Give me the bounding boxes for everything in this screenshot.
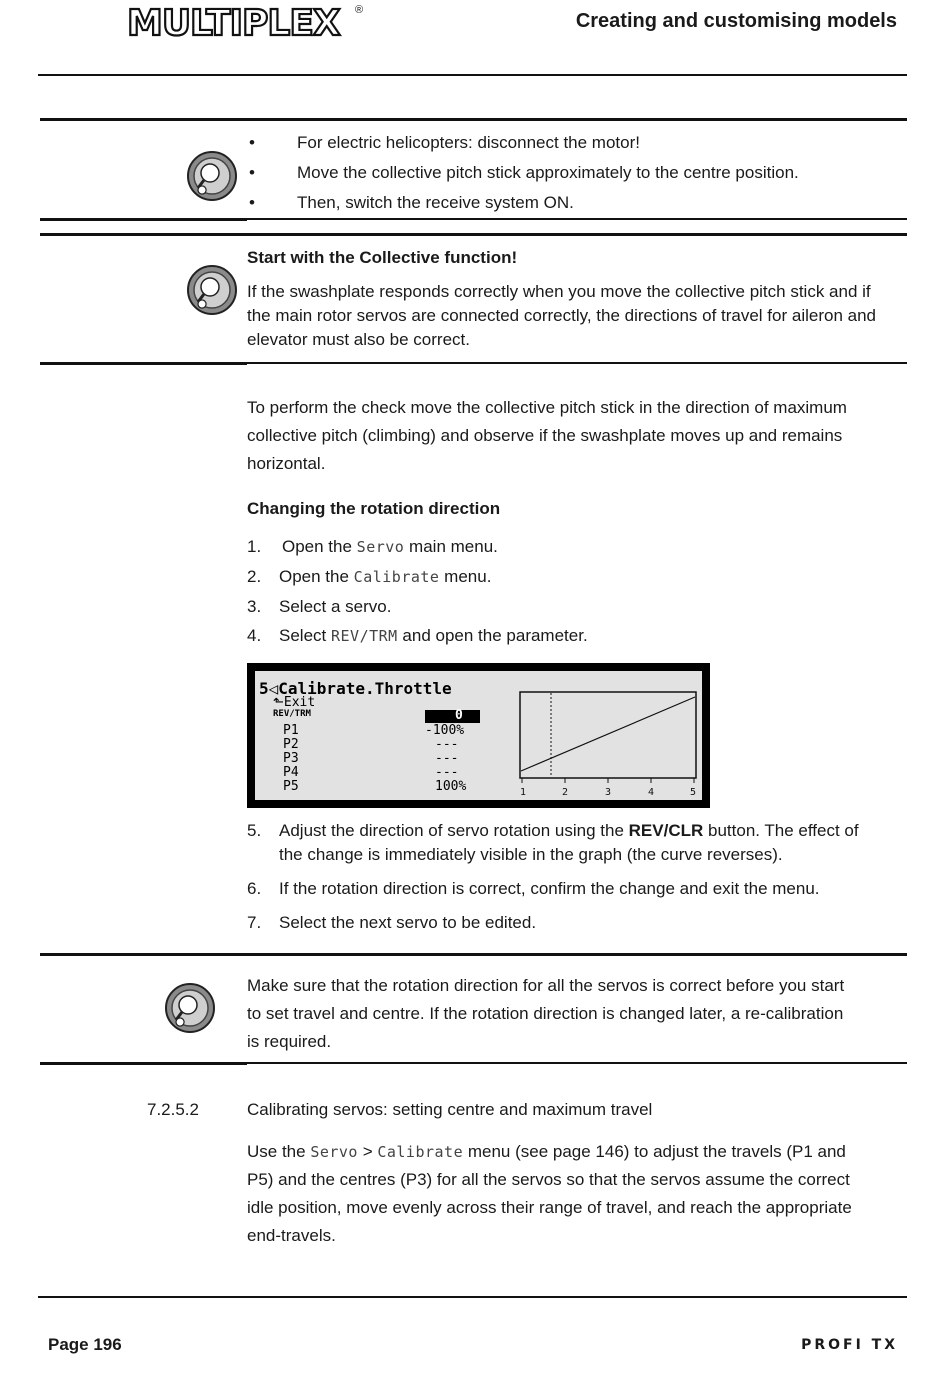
header-rule xyxy=(38,74,907,76)
calibration-paragraph: Use the Servo > Calibrate menu (see page 146) to adjust the travels (P1 and P5) and the centres (P3) for all the servos so that the servos assume the correct idle position, move evenly across their range of travel, and reach the appropriate end-travels. xyxy=(247,1142,852,1245)
lightbulb-icon xyxy=(164,982,216,1034)
lcd-row-value: --- xyxy=(435,751,459,766)
lcd-row-label: P2 xyxy=(283,737,299,752)
lcd-row-value: --- xyxy=(435,765,459,780)
lcd-row-label: P1 xyxy=(283,723,299,738)
step-item: 5. Adjust the direction of servo rotation using the REV/CLR button. The effect of the change is immediately visible in the graph (the curve reverses). xyxy=(247,821,859,864)
subsection-number: 7.2.5.2 xyxy=(147,1100,199,1119)
graph-tick-label: 2 xyxy=(562,787,569,798)
lcd-row-label: P3 xyxy=(283,751,299,766)
lcd-screenshot xyxy=(247,663,710,808)
tip1-bottom-rule-left xyxy=(40,218,247,221)
lightbulb-icon xyxy=(186,150,238,202)
step-item: 3. Select a servo. xyxy=(247,597,392,616)
tip2-heading: Start with the Collective function! xyxy=(247,248,518,267)
lcd-curve-graph xyxy=(519,691,699,799)
tip2-top-rule xyxy=(40,233,907,236)
product-name: PROFI TX xyxy=(801,1337,898,1353)
subsection-title: Calibrating servos: setting centre and maximum travel xyxy=(247,1100,653,1119)
lcd-row-value: --- xyxy=(435,737,459,752)
step-item: 6. If the rotation direction is correct, confirm the change and exit the menu. xyxy=(247,879,820,898)
lcd-row-label: REV/TRM xyxy=(273,709,311,719)
menu-name-servo: Servo xyxy=(356,538,405,556)
tip2-text: If the swashplate responds correctly when you move the collective pitch stick and if the main rotor servos are connected correctly, the directions of travel for aileron and elevator must also be correct. xyxy=(247,282,876,349)
menu-name-servo: Servo xyxy=(310,1143,358,1161)
graph-tick-label: 3 xyxy=(605,787,612,798)
check-paragraph: To perform the check move the collective pitch stick in the direction of maximum collective pitch (climbing) and observe if the swashplate moves up and remains horizontal. xyxy=(247,398,847,473)
tip3-top-rule xyxy=(40,953,907,956)
menu-name-calibrate: Calibrate xyxy=(377,1143,464,1161)
section-title: Creating and customising models xyxy=(575,10,897,32)
graph-tick-label: 1 xyxy=(520,787,527,798)
param-name-rev-trm: REV/TRM xyxy=(330,627,398,645)
lightbulb-icon xyxy=(186,264,238,316)
tip2-bottom-rule-right xyxy=(247,362,907,364)
step-item: 1. Open the Servo main menu. xyxy=(247,537,498,556)
tip3-text: Make sure that the rotation direction for all the servos is correct before you start to set travel and centre. If the rotation direction is changed later, a re-calibration is required. xyxy=(247,976,845,1051)
step-item: 7. Select the next servo to be edited. xyxy=(247,913,537,932)
tip1-top-rule xyxy=(40,118,907,121)
brand-name: MULTIPLEX xyxy=(127,3,340,44)
page-number: Page 196 xyxy=(48,1335,122,1354)
step-item: 4. Select REV/TRM and open the parameter. xyxy=(247,626,588,645)
step-item: 2. Open the Calibrate menu. xyxy=(247,567,492,586)
lcd-row-label: P4 xyxy=(283,765,299,780)
menu-name-calibrate: Calibrate xyxy=(353,568,440,586)
lcd-value-highlight xyxy=(425,710,480,723)
brand-logo xyxy=(127,4,367,44)
section-heading: Changing the rotation direction xyxy=(247,499,501,518)
graph-frame xyxy=(520,692,696,778)
tip1-bottom-rule-right xyxy=(247,218,907,220)
tip3-bottom-rule-left xyxy=(40,1062,247,1065)
graph-curve xyxy=(521,697,695,771)
tip3-bottom-rule-right xyxy=(247,1062,907,1064)
tip2-bottom-rule-left xyxy=(40,362,247,365)
registered-mark: ® xyxy=(355,4,364,16)
lcd-display xyxy=(255,671,702,800)
footer-rule xyxy=(38,1296,907,1298)
lcd-row-label: P5 xyxy=(283,779,299,794)
lcd-row-value: 0 xyxy=(455,708,463,723)
lcd-title: 5◁Calibrate.Throttle xyxy=(259,679,452,698)
graph-tick-label: 4 xyxy=(648,787,655,798)
lcd-row-value: 100% xyxy=(435,779,467,794)
graph-tick-label: 5 xyxy=(690,787,697,798)
lcd-exit: ⬑Exit xyxy=(273,695,316,710)
lcd-row-value: -100% xyxy=(425,723,465,738)
